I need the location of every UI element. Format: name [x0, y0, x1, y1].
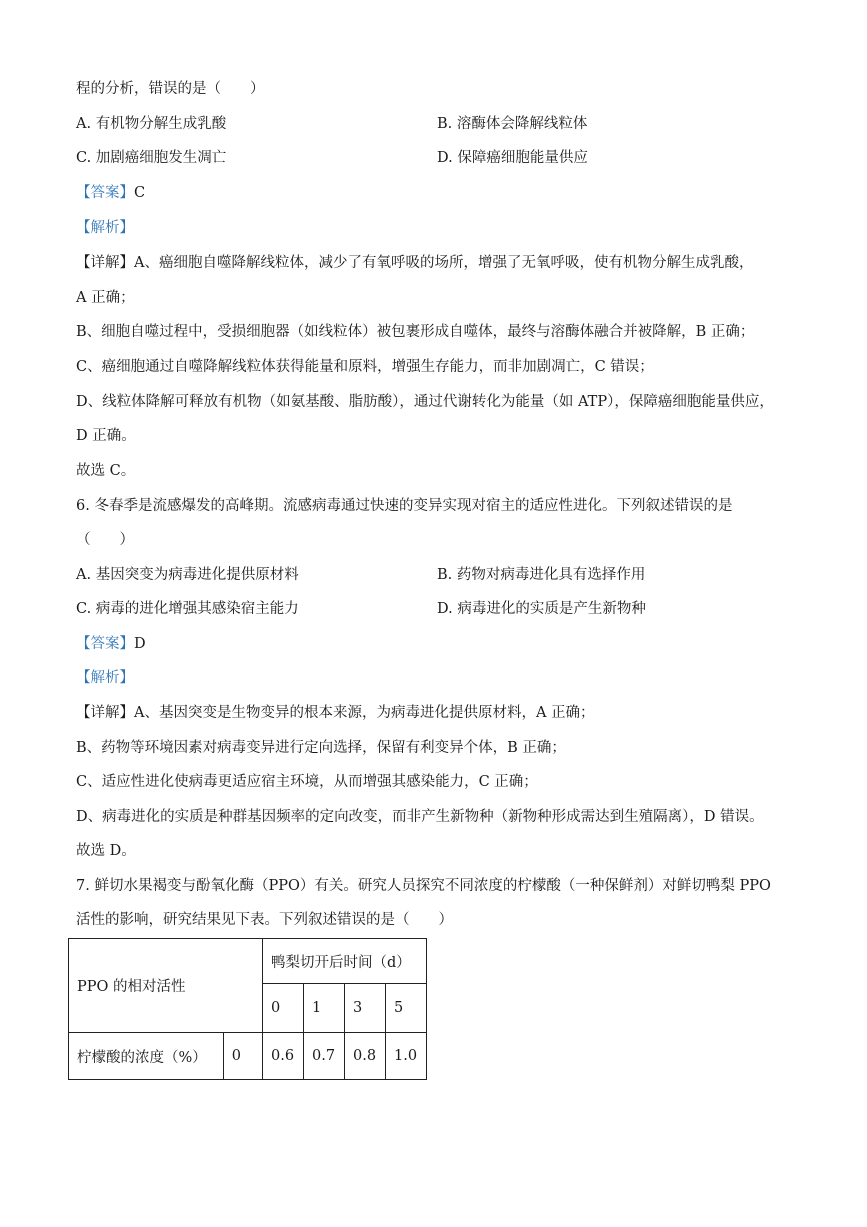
- time-header: 鸭梨切开后时间（d）: [263, 939, 427, 984]
- q5-detail-line: [76, 253, 753, 273]
- q5-option-a: A. 有机物分解生成乳酸: [76, 116, 227, 132]
- q6-analysis-tag: 【解析】: [76, 670, 134, 686]
- q5-conclusion: 故选 C。: [76, 463, 136, 479]
- q5-stem-tail: 程的分析，错误的是（ ）: [76, 81, 265, 97]
- ppo-activity-label: PPO 的相对活性: [69, 939, 263, 1033]
- q5-detail-line: D、线粒体降解可释放有机物（如氨基酸、脂肪酸），通过代谢转化为能量（如 ATP），保障癌细胞能量供应，: [76, 394, 774, 410]
- q5-option-d: D. 保障癌细胞能量供应: [437, 150, 588, 166]
- q5-detail-line: C、癌细胞通过自噬降解线粒体获得能量和原料，增强生存能力，而非加剧凋亡，C 错误；: [76, 359, 654, 375]
- detail-text: A、癌细胞自噬降解线粒体，减少了有氧呼吸的场所，增强了无氧呼吸，使有机物分解生成乳酸，: [134, 255, 754, 271]
- q5-detail-line: D 正确。: [76, 428, 136, 444]
- q5-detail-line: A 正确；: [76, 290, 135, 306]
- detail-tag: 【详解】: [76, 255, 134, 271]
- q5-option-b: B. 溶酶体会降解线粒体: [437, 116, 588, 132]
- q6-conclusion: 故选 D。: [76, 843, 136, 859]
- q7-stem-line2: 活性的影响，研究结果见下表。下列叙述错误的是（ ）: [76, 912, 453, 928]
- q6-answer: [76, 634, 146, 654]
- q6-option-a: A. 基因突变为病毒进化提供原材料: [76, 567, 299, 583]
- concentration-cell: 0: [223, 1033, 262, 1080]
- day-cell: 5: [386, 984, 427, 1033]
- concentration-cell: 0.8: [345, 1033, 386, 1080]
- detail-tag: 【详解】: [76, 705, 134, 721]
- q5-analysis-tag: 【解析】: [76, 220, 134, 236]
- q5-detail-line: B、细胞自噬过程中，受损细胞器（如线粒体）被包裹形成自噬体，最终与溶酶体融合并被降解，B 正确；: [76, 324, 755, 340]
- q6-detail-line: [76, 703, 595, 723]
- answer-tag: 【答案】: [76, 636, 134, 652]
- q6-detail-line: D、病毒进化的实质是种群基因频率的定向改变，而非产生新物种（新物种形成需达到生殖隔离），D 错误。: [76, 809, 764, 825]
- concentration-label: 柠檬酸的浓度（%）: [69, 1033, 224, 1080]
- concentration-cell: 0.6: [263, 1033, 304, 1080]
- detail-text: A、基因突变是生物变异的根本来源，为病毒进化提供原材料，A 正确；: [134, 705, 595, 721]
- answer-value: C: [134, 185, 146, 201]
- q6-detail-line: C、适应性进化使病毒更适应宿主环境，从而增强其感染能力，C 正确；: [76, 774, 538, 790]
- q6-stem-paren: （ ）: [76, 532, 134, 548]
- day-cell: 0: [263, 984, 304, 1033]
- q5-option-c: C. 加剧癌细胞发生凋亡: [76, 150, 227, 166]
- q7-stem: 7. 鲜切水果褐变与酚氧化酶（PPO）有关。研究人员探究不同浓度的柠檬酸（一种保鲜剂）对鲜切鸭梨 PPO: [76, 878, 771, 894]
- answer-value: D: [134, 636, 146, 652]
- q6-option-b: B. 药物对病毒进化具有选择作用: [437, 567, 646, 583]
- concentration-cell: 0.7: [304, 1033, 345, 1080]
- q6-detail-line: B、药物等环境因素对病毒变异进行定向选择，保留有利变异个体，B 正确；: [76, 740, 566, 756]
- concentration-cell: 1.0: [386, 1033, 427, 1080]
- answer-tag: 【答案】: [76, 185, 134, 201]
- q6-option-c: C. 病毒的进化增强其感染宿主能力: [76, 601, 299, 617]
- q5-answer: [76, 183, 145, 203]
- day-cell: 1: [304, 984, 345, 1033]
- ppo-activity-table: [68, 938, 427, 1080]
- q6-stem: 6. 冬春季是流感爆发的高峰期。流感病毒通过快速的变异实现对宿主的适应性进化。下列叙述错误的是: [76, 498, 733, 514]
- day-cell: 3: [345, 984, 386, 1033]
- q6-option-d: D. 病毒进化的实质是产生新物种: [437, 601, 646, 617]
